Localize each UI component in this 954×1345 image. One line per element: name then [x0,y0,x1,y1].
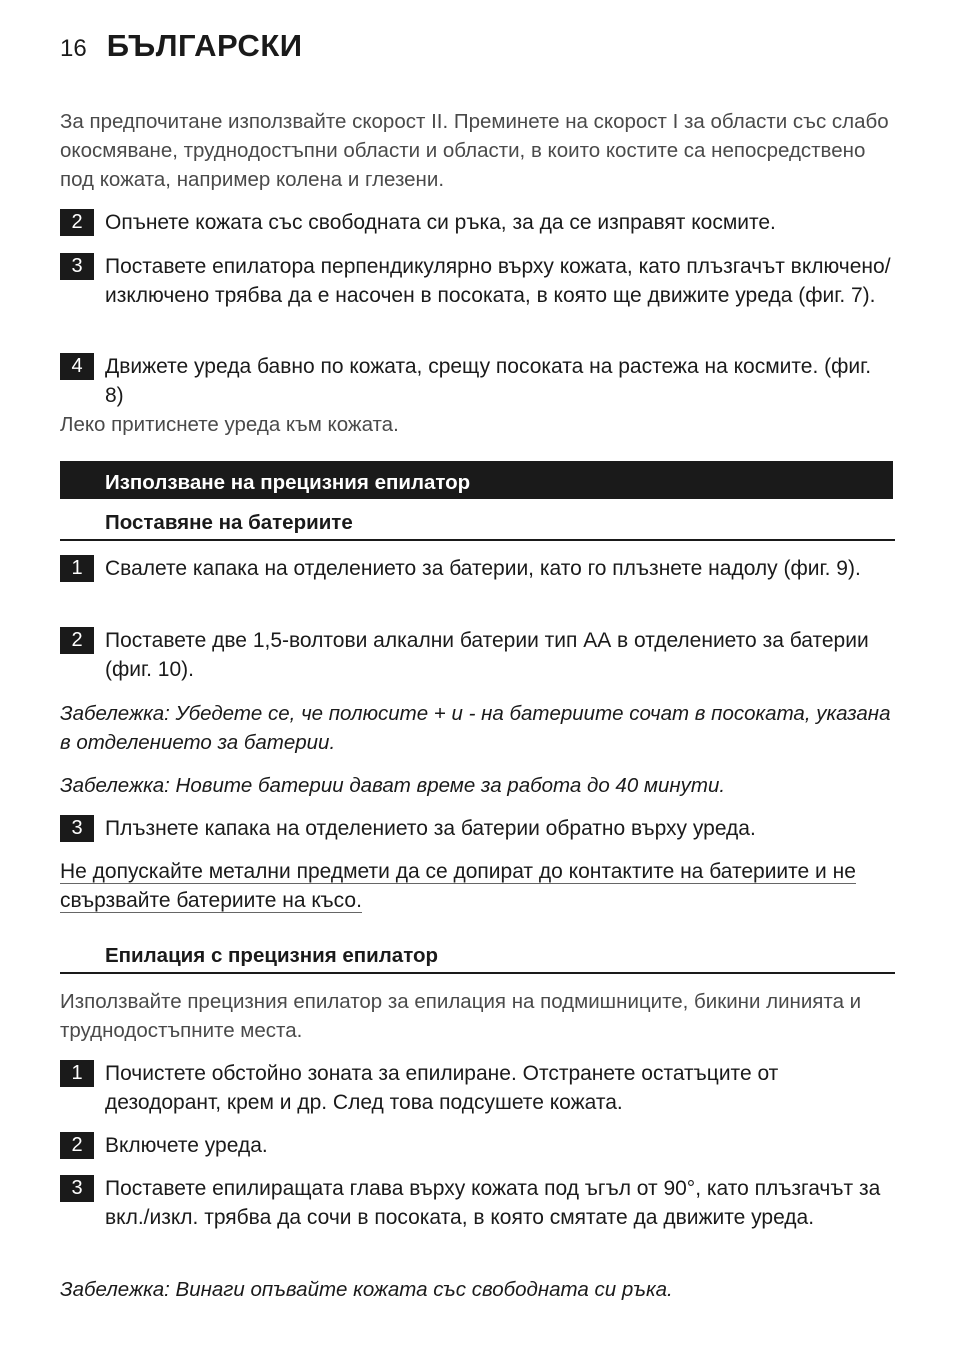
subheading-epilation: Епилация с прецизния епилатор [60,944,895,974]
note-runtime: Забележка: Новите батерии дават време за работа до 40 минути. [60,774,726,797]
step-number: 3 [60,815,94,842]
step-stretch-skin [60,208,900,237]
step-clean-area [60,1059,900,1117]
step-place-epilator [60,252,900,310]
step-text: Почистете обстойно зоната за епилиране. Отстранете остатъците от дезодорант, крем и др. След това подсушете кожата. [105,1062,779,1114]
step-remove-cover [60,554,900,583]
note-stretch-skin: Забележка: Винаги опъвайте кожата със свободната си ръка. [60,1278,673,1301]
step-place-head [60,1174,900,1232]
step-slide-cover-back [60,814,900,843]
step-switch-on [60,1131,900,1160]
step-number: 1 [60,555,94,582]
press-note: Леко притиснете уреда към кожата. [60,413,399,436]
step-text: Поставете епилиращата глава върху кожата под ъгъл от 90°, като плъзгачът за вкл./изкл. трябва да сочи в посоката, в която смятате да движите уреда. [105,1177,881,1229]
step-number: 4 [60,353,94,380]
step-number: 3 [60,253,94,280]
step-number: 2 [60,627,94,654]
step-text: Движете уреда бавно по кожата, срещу посоката на растежа на космите. (фиг. 8) [105,355,872,407]
step-number: 1 [60,1060,94,1087]
step-insert-batteries [60,626,900,684]
step-text: Опънете кожата със свободната си ръка, за да се изправят космите. [105,211,776,234]
step-text: Свалете капака на отделението за батерии, като го плъзнете надолу (фиг. 9). [105,557,861,580]
epilation-intro-paragraph: Използвайте прецизния епилатор за епилация на подмишниците, бикини линията и труднодостъпните места. [60,990,862,1042]
step-text: Поставете епилатора перпендикулярно върху кожата, като плъзгачът включено/изключено трябва да е насочен в посоката, в която ще движите уреда (фиг. 7). [105,255,891,307]
step-number: 2 [60,1132,94,1159]
speed-intro-paragraph: За предпочитане използвайте скорост II. Преминете на скорост I за области със слабо окосмяване, труднодостъпни области и области, в които костите са непосредствено под кожата, например колена и глезени. [60,110,889,191]
step-number: 3 [60,1175,94,1202]
step-move-slowly [60,352,900,410]
step-text: Поставете две 1,5-волтови алкални батерии тип АА в отделението за батерии (фиг. 10). [105,629,869,681]
battery-warning [60,857,900,915]
page-number: 16 [60,35,87,62]
subheading-batteries: Поставяне на батериите [60,511,895,541]
page-header [60,28,303,64]
section-heading: Използване на прецизния епилатор [60,461,893,499]
note-polarity: Забележка: Убедете се, че полюсите + и - на батериите сочат в посоката, указана в отделението за батерии. [60,702,891,754]
step-text: Включете уреда. [105,1134,268,1157]
warning-text: Не допускайте метални предмети да се допират до контактите на батериите и не свързвайте батериите на късо. [60,860,856,912]
step-text: Плъзнете капака на отделението за батерии обратно върху уреда. [105,817,756,840]
page-title: БЪЛГАРСКИ [106,28,303,63]
step-number: 2 [60,209,94,236]
